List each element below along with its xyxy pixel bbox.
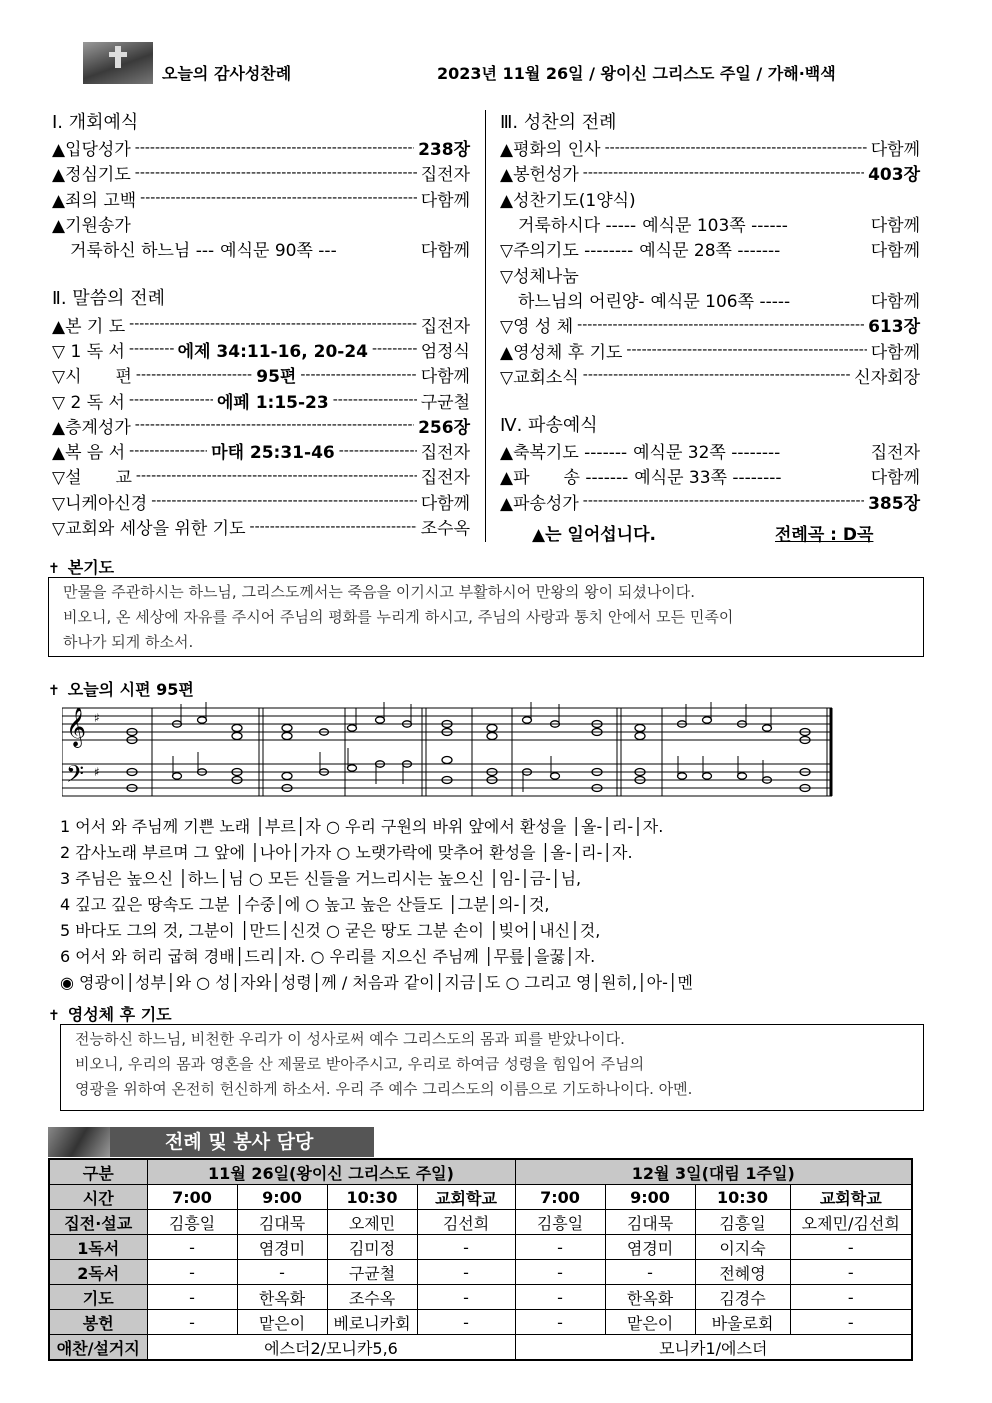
leader-dots [136,468,417,484]
page-title: 오늘의 감사성찬례 [162,64,292,83]
liturgy-item-label: ▽성체나눔 [500,266,579,287]
liturgy-item-label: ▲축복기도 ------- [500,443,628,464]
leader-dots [250,519,417,535]
psalm-verse: 2 감사노래 부르며 그 앞에 │나아│가자 ○ 노랫가락에 맞추어 환성을 │올-│리-│자. [60,843,633,862]
table-row [49,1310,912,1335]
liturgy-item-label: ▲평화의 인사 [500,140,601,161]
table-cell: 염경미 [237,1235,327,1260]
liturgy-item-detail: 예식문 33쪽 -------- [634,468,782,489]
psalm-verse: 6 어서 와 허리 굽혀 경배│드리│자. ○ 우리를 지으신 주님께 │무릎│을꿇│자. [60,947,596,966]
time-cell: 9:00 [237,1185,327,1210]
liturgy-item-label: ▲입당성가 [52,140,131,161]
collect-line: 하나가 되게 하소서. [63,633,194,651]
liturgy-item-value: 집전자 [870,443,920,464]
cross-icon: ✝ [48,1008,60,1024]
liturgy-row [52,160,470,185]
psalm-verse: 3 주님은 높으신 │하느│님 ○ 모든 신들을 거느리시는 높으신 │임-│금-│님, [60,869,582,888]
table-row [49,1235,912,1260]
table-cell: 김선희 [417,1210,515,1235]
post-communion-line: 전능하신 하느님, 비천한 우리가 이 성사로써 예수 그리스도의 몸과 피를 받았나이다. [75,1030,625,1048]
liturgy-row [52,438,470,463]
liturgy-item-label: ▲죄의 고백 [52,190,137,211]
psalm-verse: 4 깊고 깊은 땅속도 그분 │수중│에 ○ 높고 높은 산들도 │그분│의-│것, [60,895,550,914]
table-cell: 바울로회 [695,1310,790,1335]
liturgy-item-detail: 예식문 90쪽 --- [220,241,337,262]
collect-line: 비오니, 온 세상에 자유를 주시어 주님의 평화를 누리게 하시고, 주님의 사랑과 통치 안에서 모든 민족이 [63,608,734,626]
leader-dots [626,342,866,358]
table-cell: 김흥일 [695,1210,790,1235]
leader-dots [577,317,864,333]
liturgy-item-value: 집전자 [420,468,470,489]
time-cell: 10:30 [695,1185,790,1210]
table-cell: 김미정 [327,1235,417,1260]
liturgy-item-label: ▽시 편 [52,367,132,388]
liturgy-item-detail: 예식문 28쪽 ------- [639,241,781,262]
liturgy-item-detail: 에페 1:15-23 [216,392,329,413]
liturgy-item-detail: 95편 [256,367,297,388]
table-cell: - [790,1310,912,1335]
svg-text:𝄞: 𝄞 [66,707,87,747]
table-cell: 염경미 [605,1235,695,1260]
psalm-heading [48,677,194,700]
liturgy-row [52,337,470,362]
leader-dots [135,140,414,156]
leader-dots [339,443,417,459]
table-cell: 김대묵 [605,1210,695,1235]
row-header: 봉헌 [49,1310,147,1335]
psalm-verse: 1 어서 와 주님께 기쁜 노래 │부르│자 ○ 우리 구원의 바위 앞에서 환성을 │올-│리-│자. [60,817,664,836]
psalm-verse: 5 바다도 그의 것, 그분이 │만드│신것 ○ 굳은 땅도 그분 손이 │빚어│내신│것, [60,921,601,940]
collect-heading [48,555,114,578]
liturgy-row [500,261,920,286]
section-title-word: Ⅱ. 말씀의 전례 [52,288,165,310]
liturgy-item-label: ▽ 1 독 서 [52,341,125,362]
liturgy-item-value: 다함께 [420,241,470,262]
liturgy-row [52,413,470,438]
table-cell: 오제민/김선희 [790,1210,912,1235]
liturgy-row [500,211,920,236]
table-cell: 한옥화 [605,1285,695,1310]
liturgy-item-value: 613장 [868,317,920,338]
leader-dots [135,417,414,433]
table-cell: 조수옥 [327,1285,417,1310]
psalm-heading-text: 오늘의 시편 95편 [67,680,194,699]
liturgy-item-value: 집전자 [420,316,470,337]
liturgy-row [500,489,920,514]
table-cell: - [147,1260,237,1285]
post-communion-line: 영광을 위하여 온전히 헌신하게 하소서. 우리 주 예수 그리스도의 이름으로 기도하나이다. 아멘. [75,1080,693,1098]
table-row [49,1285,912,1310]
table-cell: 맡은이 [237,1310,327,1335]
table-cell: - [417,1260,515,1285]
leader-dots [140,190,417,206]
section-title-opening: Ⅰ. 개회예식 [52,112,139,133]
row-header: 1독서 [49,1235,147,1260]
leader-dots [300,367,416,383]
liturgy-row [500,463,920,488]
table-cell: - [417,1235,515,1260]
psalm-doxology: ◉ 영광이│성부│와 ○ 성│자와│성령│께 / 처음과 같이│지금│도 ○ 그리고 영│원히,│아-│멘 [60,973,694,992]
date-line: 2023년 11월 26일 / 왕이신 그리스도 주일 / 가해·백색 [437,64,836,83]
liturgy-row [52,135,470,160]
psalm-verses [60,814,693,996]
leader-dots [333,392,417,408]
liturgy-row [500,186,920,211]
stand-note: ▲는 일어섭니다. [532,525,656,545]
liturgy-item-value: 다함께 [420,190,470,211]
time-cell: 9:00 [605,1185,695,1210]
column-divider [485,110,486,542]
collect-box [48,577,924,657]
liturgy-item-value: 다함께 [420,367,470,388]
table-row [49,1185,912,1210]
liturgy-item-label: ▲복 음 서 [52,443,126,464]
liturgy-item-value: 403장 [868,165,920,186]
table-row [49,1159,912,1185]
liturgy-row [500,287,920,312]
leader-dots [583,165,864,181]
liturgy-item-label: ▲영성체 후 기도 [500,342,623,363]
table-cell: 오제민 [327,1210,417,1235]
table-cell: - [515,1235,605,1260]
liturgy-item-label: ▲층계성가 [52,417,131,438]
time-cell: 교회학교 [790,1185,912,1210]
row-header: 기도 [49,1285,147,1310]
liturgy-row [52,387,470,412]
table-cell: 에스더2/모니카5,6 [147,1335,515,1361]
right-column [500,110,920,514]
table-cell: 김흥일 [147,1210,237,1235]
table-cell: - [515,1310,605,1335]
table-cell: 구균철 [327,1260,417,1285]
liturgy-row [52,236,470,261]
liturgy-item-label: ▽설 교 [52,468,132,489]
leader-dots [129,316,417,332]
liturgy-item-value: 다함께 [870,216,920,237]
svg-text:♯: ♯ [94,711,100,725]
post-communion-line: 비오니, 우리의 몸과 영혼을 산 제물로 받아주시고, 우리로 하여금 성령을 힘입어 주님의 [75,1055,645,1073]
table-cell: - [515,1285,605,1310]
leader-dots [129,443,207,459]
collect-line: 만물을 주관하시는 하느님, 그리스도께서는 죽음을 이기시고 부활하시어 만왕의 왕이 되셨나이다. [63,583,696,601]
liturgy-item-value: 238장 [418,140,470,161]
liturgy-item-label: ▲본 기 도 [52,316,126,337]
table-row [49,1335,912,1361]
duty-banner-photo [48,1127,110,1157]
table-cell: - [147,1310,237,1335]
table-row [49,1260,912,1285]
liturgy-item-label: ▽주의기도 -------- [500,241,634,262]
time-cell: 교회학교 [417,1185,515,1210]
liturgy-item-detail: 에제 34:11-16, 20-24 [177,341,368,362]
table-cell: 김대묵 [237,1210,327,1235]
leader-dots [129,392,213,408]
svg-text:♯: ♯ [94,765,100,779]
leader-dots [136,367,252,383]
table-cell: 모니카1/에스더 [515,1335,912,1361]
post-communion-heading [48,1002,172,1025]
table-cell: 이지숙 [695,1235,790,1260]
time-cell: 7:00 [147,1185,237,1210]
liturgy-item-label: ▽교회소식 [500,367,579,388]
post-communion-box [60,1024,924,1111]
liturgy-item-value: 다함께 [870,468,920,489]
liturgy-item-value: 집전자 [420,443,470,464]
liturgy-item-label: 하느님의 어린양- [518,291,645,312]
leader-dots [129,341,174,357]
table-cell: 김흥일 [515,1210,605,1235]
collect-heading-text: 본기도 [67,558,115,577]
liturgy-item-value: 집전자 [420,165,470,186]
liturgy-row [500,363,920,388]
liturgy-item-value: 256장 [418,417,470,438]
liturgy-item-detail: 예식문 103쪽 ------ [642,216,788,237]
leader-dots [135,165,417,181]
liturgy-item-label: ▽영 성 체 [500,317,574,338]
liturgy-item-label: ▲기원송가 [52,216,131,237]
liturgy-item-value: 다함께 [870,291,920,312]
leader-dots [605,140,867,156]
table-cell: - [515,1260,605,1285]
table-cell: - [147,1235,237,1260]
liturgy-row [500,312,920,337]
table-cell: - [790,1260,912,1285]
liturgy-row [500,160,920,185]
liturgy-row [52,463,470,488]
table-cell: - [790,1235,912,1260]
liturgy-item-detail: 예식문 106쪽 ----- [650,291,791,312]
section-title-sending: Ⅳ. 파송예식 [500,414,598,436]
liturgy-item-label: ▲파 송 ------- [500,468,629,489]
liturgy-item-value: 엄정식 [420,341,470,362]
liturgy-row [52,362,470,387]
liturgy-row [500,236,920,261]
liturgy-item-label: ▲봉헌성가 [500,165,579,186]
liturgy-item-value: 다함께 [870,241,920,262]
psalm-chant-score [62,700,836,804]
table-row [49,1210,912,1235]
time-cell: 10:30 [327,1185,417,1210]
table-cell: - [417,1310,515,1335]
liturgy-row [52,489,470,514]
table-cell: 맡은이 [605,1310,695,1335]
liturgy-item-label: 거룩하시다 ----- [518,216,637,237]
liturgy-item-value: 조수옥 [420,519,470,539]
table-cell: 한옥화 [237,1285,327,1310]
duty-title: 전례 및 봉사 담당 [165,1131,314,1153]
liturgy-item-label: ▲성찬기도(1양식) [500,190,636,211]
duty-table [48,1158,913,1361]
leader-dots [583,367,851,383]
liturgy-item-value: 385장 [868,493,920,514]
liturgy-item-label: ▲정심기도 [52,165,131,186]
section-title-eucharist: Ⅲ. 성찬의 전례 [500,112,617,133]
leader-dots [151,493,417,509]
date-header: 11월 26일(왕이신 그리스도 주일) [147,1159,515,1185]
liturgy-row [52,186,470,211]
table-cell: - [147,1285,237,1310]
liturgy-item-value: 다함께 [420,493,470,514]
liturgy-item-label: ▽니케아신경 [52,493,148,514]
row-header: 집전·설교 [49,1210,147,1235]
liturgy-row [500,135,920,160]
row-header: 애찬/설거지 [49,1335,147,1361]
liturgy-item-value: 다함께 [870,140,920,161]
liturgy-item-label: ▽교회와 세상을 위한 기도 [52,519,246,539]
tune-note: 전례곡 : D곡 [775,525,874,545]
svg-text:𝄢: 𝄢 [66,760,85,793]
liturgy-item-label: 거룩하신 하느님 --- [70,241,215,262]
liturgy-item-label: ▲파송성가 [500,493,579,514]
liturgy-item-value: 신자회장 [854,367,920,388]
left-column [52,110,470,539]
table-cell: 전혜영 [695,1260,790,1285]
table-cell: - [417,1285,515,1310]
header-photo [83,42,153,84]
liturgy-item-detail: 마태 25:31-46 [211,443,335,464]
liturgy-row [52,514,470,539]
table-cell: - [790,1285,912,1310]
time-cell: 7:00 [515,1185,605,1210]
liturgy-row [500,337,920,362]
table-cell: 베로니카회 [327,1310,417,1335]
liturgy-row [500,438,920,463]
cross-icon: ✝ [48,683,60,699]
col-header: 구분 [49,1159,147,1185]
table-cell: - [605,1260,695,1285]
liturgy-item-value: 다함께 [870,342,920,363]
liturgy-row [52,311,470,336]
leader-dots [372,341,417,357]
liturgy-item-value: 구균철 [420,392,470,413]
liturgy-item-label: ▽ 2 독 서 [52,392,125,413]
liturgy-item-detail: 예식문 32쪽 -------- [633,443,781,464]
date-header: 12월 3일(대림 1주일) [515,1159,912,1185]
table-cell: 김경수 [695,1285,790,1310]
row-header: 시간 [49,1185,147,1210]
leader-dots [583,493,864,509]
table-cell: - [237,1260,327,1285]
post-communion-heading-text: 영성체 후 기도 [67,1005,172,1024]
row-header: 2독서 [49,1260,147,1285]
liturgy-row [52,211,470,236]
cross-icon: ✝ [48,561,60,577]
